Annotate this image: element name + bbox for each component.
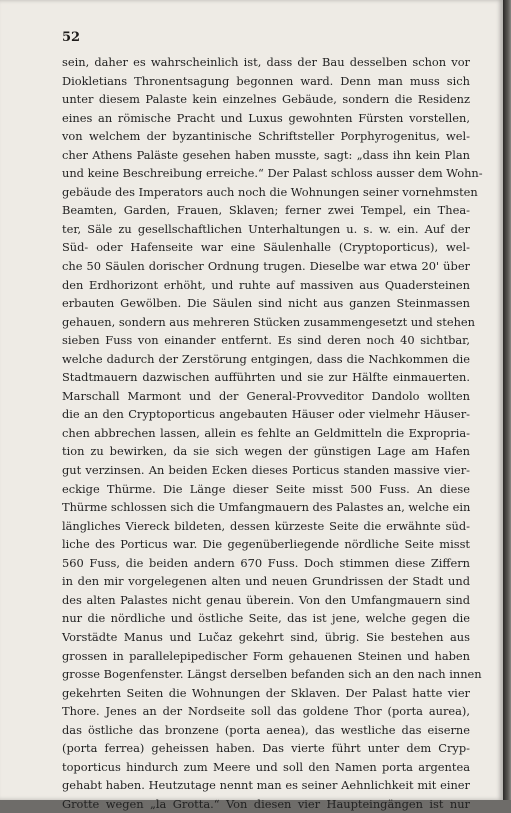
- text-line: das östliche das bronzene (porta aenea), das westliche das eiserne: [62, 722, 470, 737]
- text-line: gehabt haben. Heutzutage nennt man es seiner Aehnlichkeit mit einer: [62, 778, 470, 793]
- text-line: eines an römische Pracht und Luxus gewohnten Fürsten vorstellen,: [62, 110, 470, 125]
- text-line: liche des Porticus war. Die gegenüberliegende nördliche Seite misst: [62, 537, 470, 552]
- text-line: che 50 Säulen dorischer Ordnung trugen. Dieselbe war etwa 20' über: [62, 259, 470, 274]
- text-line: die an den Cryptoporticus angebauten Häuser oder vielmehr Häuser-: [62, 407, 470, 422]
- page-edge: [503, 0, 511, 800]
- text-line: toporticus hindurch zum Meere und soll den Namen porta argentea: [62, 759, 470, 774]
- text-line: Thore. Jenes an der Nordseite soll das goldene Thor (porta aurea),: [62, 704, 470, 719]
- text-line: grosse Bogenfenster. Längst derselben befanden sich an den nach innen: [62, 667, 482, 682]
- text-line: längliches Viereck bildeten, dessen kürzeste Seite die erwähnte süd-: [62, 518, 470, 533]
- text-line: den Erdhorizont erhöht, und ruhte auf massiven aus Quadersteinen: [62, 277, 470, 292]
- text-line: gut verzinsen. An beiden Ecken dieses Porticus standen massive vier-: [62, 463, 470, 478]
- text-line: sieben Fuss von einander entfernt. Es sind deren noch 40 sichtbar,: [62, 333, 470, 348]
- text-line: Marschall Marmont und der General-Provveditor Dandolo wollten: [62, 388, 470, 403]
- text-line: erbauten Gewölben. Die Säulen sind nicht aus ganzen Steinmassen: [62, 296, 470, 311]
- text-line: 560 Fuss, die beiden andern 670 Fuss. Doch stimmen diese Ziffern: [62, 555, 470, 570]
- text-line: eckige Thürme. Die Länge dieser Seite misst 500 Fuss. An diese: [62, 481, 470, 496]
- text-line: Beamten, Garden, Frauen, Sklaven; ferner zwei Tempel, ein Thea-: [62, 203, 470, 218]
- text-line: von welchem der byzantinische Schriftsteller Porphyrogenitus, wel-: [62, 129, 470, 144]
- page-number: 52: [62, 30, 81, 45]
- text-line: Thürme schlossen sich die Umfangmauern des Palastes an, welche ein: [62, 500, 471, 515]
- text-line: sein, daher es wahrscheinlich ist, dass der Bau desselben schon vor: [62, 55, 470, 69]
- text-line: unter diesem Palaste kein einzelnes Gebäude, sondern die Residenz: [62, 92, 470, 107]
- text-line: tion zu bewirken, da sie sich wegen der günstigen Lage am Hafen: [62, 444, 470, 459]
- text-line: Diokletians Thronentsagung begonnen ward. Denn man muss sich: [62, 73, 470, 88]
- text-line: Süd- oder Hafenseite war eine Säulenhalle (Cryptoporticus), wel-: [62, 240, 470, 255]
- text-line: Stadtmauern dazwischen aufführten und sie zur Hälfte einmauerten.: [62, 370, 470, 385]
- body-text: [62, 53, 483, 813]
- text-line: gebäude des Imperators auch noch die Wohnungen seiner vornehmsten: [62, 184, 478, 199]
- text-line: grossen in parallelepipedischer Form gehauenen Steinen und haben: [62, 648, 470, 663]
- text-line: cher Athens Paläste gesehen haben musste, sagt: „dass ihn kein Plan: [62, 147, 470, 162]
- text-line: (porta ferrea) geheissen haben. Das vierte führt unter dem Cryp-: [62, 741, 470, 756]
- text-line: chen abbrechen lassen, allein es fehlte an Geldmitteln die Expropria-: [62, 425, 470, 440]
- text-line: und keine Beschreibung erreiche.“ Der Palast schloss ausser dem Wohn-: [62, 166, 483, 181]
- text-line: des alten Palastes nicht genau überein. Von den Umfangmauern sind: [62, 592, 470, 607]
- text-line: Grotte wegen „la Grotta.“ Von diesen vier Haupteingängen ist nur: [62, 796, 470, 811]
- text-line: ter, Säle zu gesellschaftlichen Unterhaltungen u. s. w. ein. Auf der: [62, 221, 470, 236]
- text-line: nur die nördliche und östliche Seite, das ist jene, welche gegen die: [62, 611, 470, 626]
- text-line: Vorstädte Manus und Lučaz gekehrt sind, übrig. Sie bestehen aus: [62, 629, 470, 644]
- text-line: in den mir vorgelegenen alten und neuen Grundrissen der Stadt und: [62, 574, 470, 589]
- text-line: welche dadurch der Zerstörung entgingen, dass die Nachkommen die: [62, 351, 470, 366]
- text-line: gehauen, sondern aus mehreren Stücken zusammengesetzt und stehen: [62, 314, 475, 329]
- text-line: gekehrten Seiten die Wohnungen der Sklaven. Der Palast hatte vier: [62, 685, 470, 700]
